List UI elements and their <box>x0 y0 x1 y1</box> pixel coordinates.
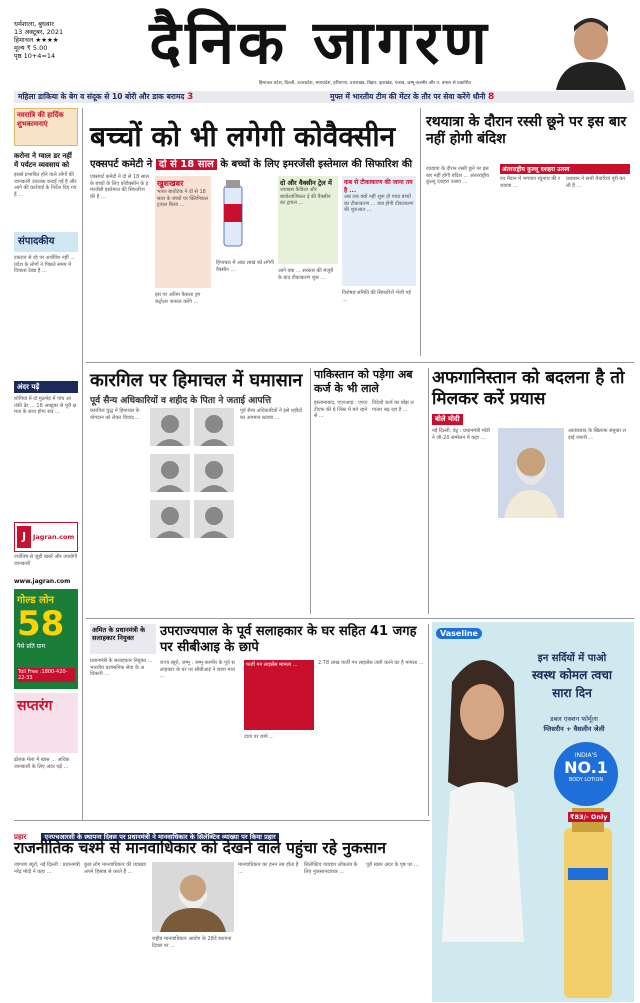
antar-body: शोपियां में दो मुठभेड़ में पांच आतंकी ढेर ... 18 अक्टूबर से पूरी क्षमता के साथ होगा सत्र ... <box>14 396 77 415</box>
gold-loan-title: गोल्ड लोन <box>17 595 54 606</box>
center-right-divider <box>420 108 421 356</box>
kargil-headline: कारगिल पर हिमाचल में घमासान <box>90 370 303 391</box>
afghan-photo <box>498 428 564 518</box>
left-story-body: इससे प्रभावित होने वाले लोगों की जानकारी उपलब्ध कराई गई है और आगे की कार्रवाई के निर्देश दिए गए हैं ... <box>14 172 77 198</box>
masthead-title: दैनिक जागरण <box>149 8 491 78</box>
upa-body-3: 2.78 लाख फर्जी गन लाइसेंस जारी करने का है मामला ... <box>318 660 424 666</box>
kargil-body-2: पूर्व सैन्य अधिकारियों ने इसे शहीदों का अपमान बताया ... <box>240 408 303 421</box>
afghan-body: नई दिल्ली, प्रेट्र : प्रधानमंत्री मोदी ने जी-20 सम्मेलन में कहा ... <box>432 428 490 441</box>
bottom-body-6: पूरी खबर अंदर के पृष्ठ पर ... <box>366 862 419 868</box>
masthead-price: मूल्य ₹ 5.00 <box>14 44 48 52</box>
trail-body: जायडस कैडिला और बायोलाजिकल ई की वैक्सीन का ट्रायल ... <box>280 187 331 206</box>
kargil-body: कारगिल युद्ध में हिमाचल के योगदान को लेकर विवाद ... <box>90 408 141 421</box>
ticker-right[interactable]: मुफ्त में भारतीय टीम की मेंटर के तौर पर सेवा करेंगे धौनी 8 <box>330 92 495 102</box>
rath-tag: अंतरराष्ट्रीय कुल्लू दशहरा उत्सव <box>500 164 630 174</box>
khushkhabar-body: भारत बायोटेक ने दो से 18 साल के बच्चों पर क्लिनिकल ट्रायल किया ... <box>157 189 209 208</box>
left-bottom-body: ढोलक मेला में खास ... अधिक जानकारी के लिए अंदर पढ़ें ... <box>14 757 70 770</box>
kargil-pak-divider <box>310 368 311 614</box>
gold-loan-suffix: पैसे प्रति ग्राम <box>17 643 46 650</box>
lead-box-khushkhabar <box>155 176 211 288</box>
upa-body-2: दावा पर छापे ... <box>244 734 275 740</box>
ad-line3: सारा दिन <box>552 686 592 700</box>
rath-body-3: प्रशासन ने सभी तैयारियां पूरी कर ली हैं ... <box>566 176 626 189</box>
afghan-body-2: आतंकवाद के खिलाफ संयुक्त लड़ाई जरूरी ... <box>568 428 626 441</box>
masthead-meta <box>14 20 94 60</box>
jagran-logo: J <box>17 526 31 548</box>
jagran-com-label: Jagran.com <box>33 533 75 541</box>
bottom-headline: राजनीतिक चश्मे से मानवाधिकार को देखने वाले पहुंचा रहे नुकसान <box>14 839 386 857</box>
pak-headline: पाकिस्तान को पड़ेगा अब कर्ज के भी लाले <box>314 368 413 395</box>
ad-formula: डबल एक्शन फॉर्मूला <box>550 715 598 723</box>
left-column <box>14 108 78 898</box>
sampadakiya-box <box>14 232 78 252</box>
lead-body-col4: आगे क्या ... सरकार की मंजूरी के बाद टीकाकरण शुरू ... <box>278 268 334 281</box>
lead-headline: बच्चों को भी लगेगी कोवैक्सीन <box>90 120 396 153</box>
saptaham-label: सप्तरंग <box>17 698 53 714</box>
lead-body-col1: एक्सपर्ट कमेटी ने दो से 18 साल के बच्चों के लिए कोवैक्सीन के इमरजेंसी इस्तेमाल की सिफारिश की है ... <box>90 174 149 200</box>
saptaham-box[interactable] <box>14 693 78 753</box>
rath-headline: रथयात्रा के दौरान रस्सी छूने पर इस बार नहीं होगी बंदिश <box>426 114 627 147</box>
upa-sub-box <box>90 624 156 654</box>
afghan-headline: अफगानिस्तान को बदलना है तो मिलकर करें प्रयास <box>432 368 625 409</box>
bottom-body-2: कुछ लोग मानवाधिकार की व्याख्या अपने हिसाब से करते हैं ... <box>84 862 147 875</box>
lead-body-col3: हिमाचल में आठ लाख को लगेगी वैक्सीन ... <box>216 260 274 273</box>
navratri-promo[interactable] <box>14 108 78 146</box>
rath-body: रथयात्रा के दौरान रस्सी छूने पर इस बार नहीं होगी बंदिश ... अंतरराष्ट्रीय कुल्लू दशहरा उत्सव ... <box>426 166 490 185</box>
bottom-kicker-text: एनएचआरसी के स्थापना दिवस पर प्रधानमंत्री ने मानवाधिकार के सिलेक्टिव व्याख्या पर किया प्रहार <box>41 833 278 841</box>
ad-line2: स्वस्थ कोमल त्वचा <box>531 668 612 682</box>
ad-line1: इन सर्दियों में पाओ <box>537 653 607 664</box>
badge-top: INDIA'S <box>574 752 598 759</box>
lead-box-trail <box>278 176 338 264</box>
badge-no: NO.1 <box>564 758 608 777</box>
upa-box-body: फर्जी गन लाइसेंस मामला ... <box>246 662 298 668</box>
gold-loan-phone: Toll Free :1800-420-22-33 <box>17 668 75 682</box>
sampadakiya-body: टकराव से रहे पर अर्थविंश नहीं ... प्रदेश के लोगों ने पिछले समय में विकास देखा है ... <box>14 255 75 274</box>
badge-bottom: BODY LOTION <box>568 777 604 783</box>
lead-deck-highlight: दो से 18 साल <box>156 159 217 170</box>
bottom-body-3: राष्ट्रीय मानवाधिकार आयोग के 28वें स्थापना दिवस पर ... <box>152 936 232 949</box>
bottom-kicker <box>14 824 430 841</box>
masthead-photo <box>548 10 634 90</box>
masthead-edition: हिमाचल ★★★★ <box>14 36 59 44</box>
afghan-tag: बोले मोदी <box>432 414 463 425</box>
upa-headline: उपराज्यपाल के पूर्व सलाहकार के घर सहित 41 जगह पर सीबीआइ के छापे <box>160 624 417 655</box>
rath-body-2: रथ मैदान में भगवान रघुनाथ की रथयात्रा ... <box>500 176 561 189</box>
masthead-pages: पृष्ठ 10+4=14 <box>14 52 56 60</box>
bottom-body-1: जागरण ब्यूरो, नई दिल्ली : प्रधानमंत्री नरेंद्र मोदी ने कहा ... <box>14 862 80 875</box>
bottom-body-4: मानवाधिकार का हनन तब होता है ... <box>238 862 299 875</box>
bottom-photo <box>152 862 234 932</box>
kargil-photos <box>150 408 236 538</box>
ad-price: ₹83/- Only <box>570 813 608 821</box>
masthead-editions: हिमाचल प्रदेश, दिल्ली, उत्तरप्रदेश, मध्यप्रदेश, हरियाणा, उत्तराखंड, बिहार, झारखंड, पंजाब, जम्मू-कश्मीर और प. बंगाल से प्रकाशित <box>258 81 472 86</box>
antar-box <box>14 381 78 393</box>
ad-formula2: ग्लिसरीन + वैसलीन जेली <box>543 725 605 733</box>
h-rule-3 <box>14 820 430 821</box>
kargil-deck: पूर्व सैन्य अधिकारियों व शहीद के पिता ने जताई आपत्ति <box>90 396 272 406</box>
pak-body: इस्लामाबाद, एएनआइ : एफएटीएफ की ग्रे लिस्ट में बने रहने से ... <box>314 400 368 419</box>
jagran-com-body: ज्योतिष से जुड़ी खबरें और उपयोगी जानकारी <box>14 554 78 567</box>
antar-label: अंदर पढ़ें <box>17 383 40 391</box>
navratri-promo-text: नवरात्रि की हार्दिक शुभकामनाएं <box>17 111 64 128</box>
jagran-web[interactable]: www.jagran.com <box>14 578 71 585</box>
left-divider <box>82 108 83 820</box>
upa-side-body: प्रधानमंत्री के सलाहकार नियुक्त ... भारतीय प्रशासनिक सेवा के अधिकारी ... <box>90 658 153 677</box>
lead-box-qa <box>342 176 416 286</box>
masthead-date: 13 अक्टूबर, 2021 <box>14 28 64 36</box>
upa-box <box>244 660 314 730</box>
bottom-body-5: सिलेक्टिव व्यवहार लोकतंत्र के लिए नुकसानदायक ... <box>304 862 358 875</box>
qa-body: अब तक क्यों नहीं शुरू हो पाया बच्चों का टीकाकरण ... कब होगी टीकाकरण की शुरुआत ... <box>344 194 414 213</box>
khushkhabar-label: खुशखबर <box>157 179 184 188</box>
gold-loan-ad[interactable] <box>14 589 78 689</box>
left-story-headline: करोना ने ग्वाल डर नहीं में पर्यटन व्यवसाय को <box>14 152 72 169</box>
ad-bottle-image <box>550 808 626 998</box>
sampadakiya-label: संपादकीय <box>18 236 55 247</box>
lead-body-col5: विशेषज्ञ समिति की सिफारिशें भेजी गई ... <box>342 290 411 303</box>
masthead-city: धर्मशाला, बुधवार <box>14 20 54 28</box>
lead-body-col2: इस पर अंतिम फैसला ड्रग कंट्रोलर जनरल करेंगे ... <box>155 292 201 305</box>
h-rule-1 <box>86 362 634 363</box>
lead-deck: एक्सपर्ट कमेटी ने दो से 18 साल के बच्चों के लिए इमरजेंसी इस्तेमाल की सिफारिश की <box>90 159 413 170</box>
gold-loan-rate: 58 <box>17 604 65 644</box>
vaccine-image <box>216 176 250 256</box>
upa-ad-divider <box>428 624 429 816</box>
ad-model-image <box>432 642 532 942</box>
upa-sub: अमित के प्रधानमंत्री के सलाहकार नियुक्त <box>92 626 146 642</box>
upa-body: राज्य ब्यूरो, जम्मू : जम्मू-कश्मीर के पूर्व सलाहकार के घर पर सीबीआइ ने छापा मारा ... <box>160 660 236 679</box>
trail-label: दो और वैक्सीन ट्रेल में <box>280 179 332 187</box>
ticker-left[interactable]: महिला डाकिया के बेग व संदूक से 10 बोरी और डाक बरामद 3 <box>18 92 194 102</box>
ad-badge <box>554 742 618 806</box>
pak-afghan-divider <box>428 368 429 614</box>
h-rule-2 <box>86 618 634 619</box>
vaseline-ad[interactable] <box>432 622 634 1002</box>
bottom-kicker-label: प्रहार <box>14 833 27 841</box>
pak-body-2: विदेशी कर्ज का बोझ लगातार बढ़ रहा है ... <box>372 400 414 413</box>
qa-label: कब से टीकाकरण की जाना तय है ... <box>344 179 413 194</box>
jagran-com-box[interactable] <box>14 522 78 552</box>
vaseline-brand: Vaseline <box>436 628 482 639</box>
